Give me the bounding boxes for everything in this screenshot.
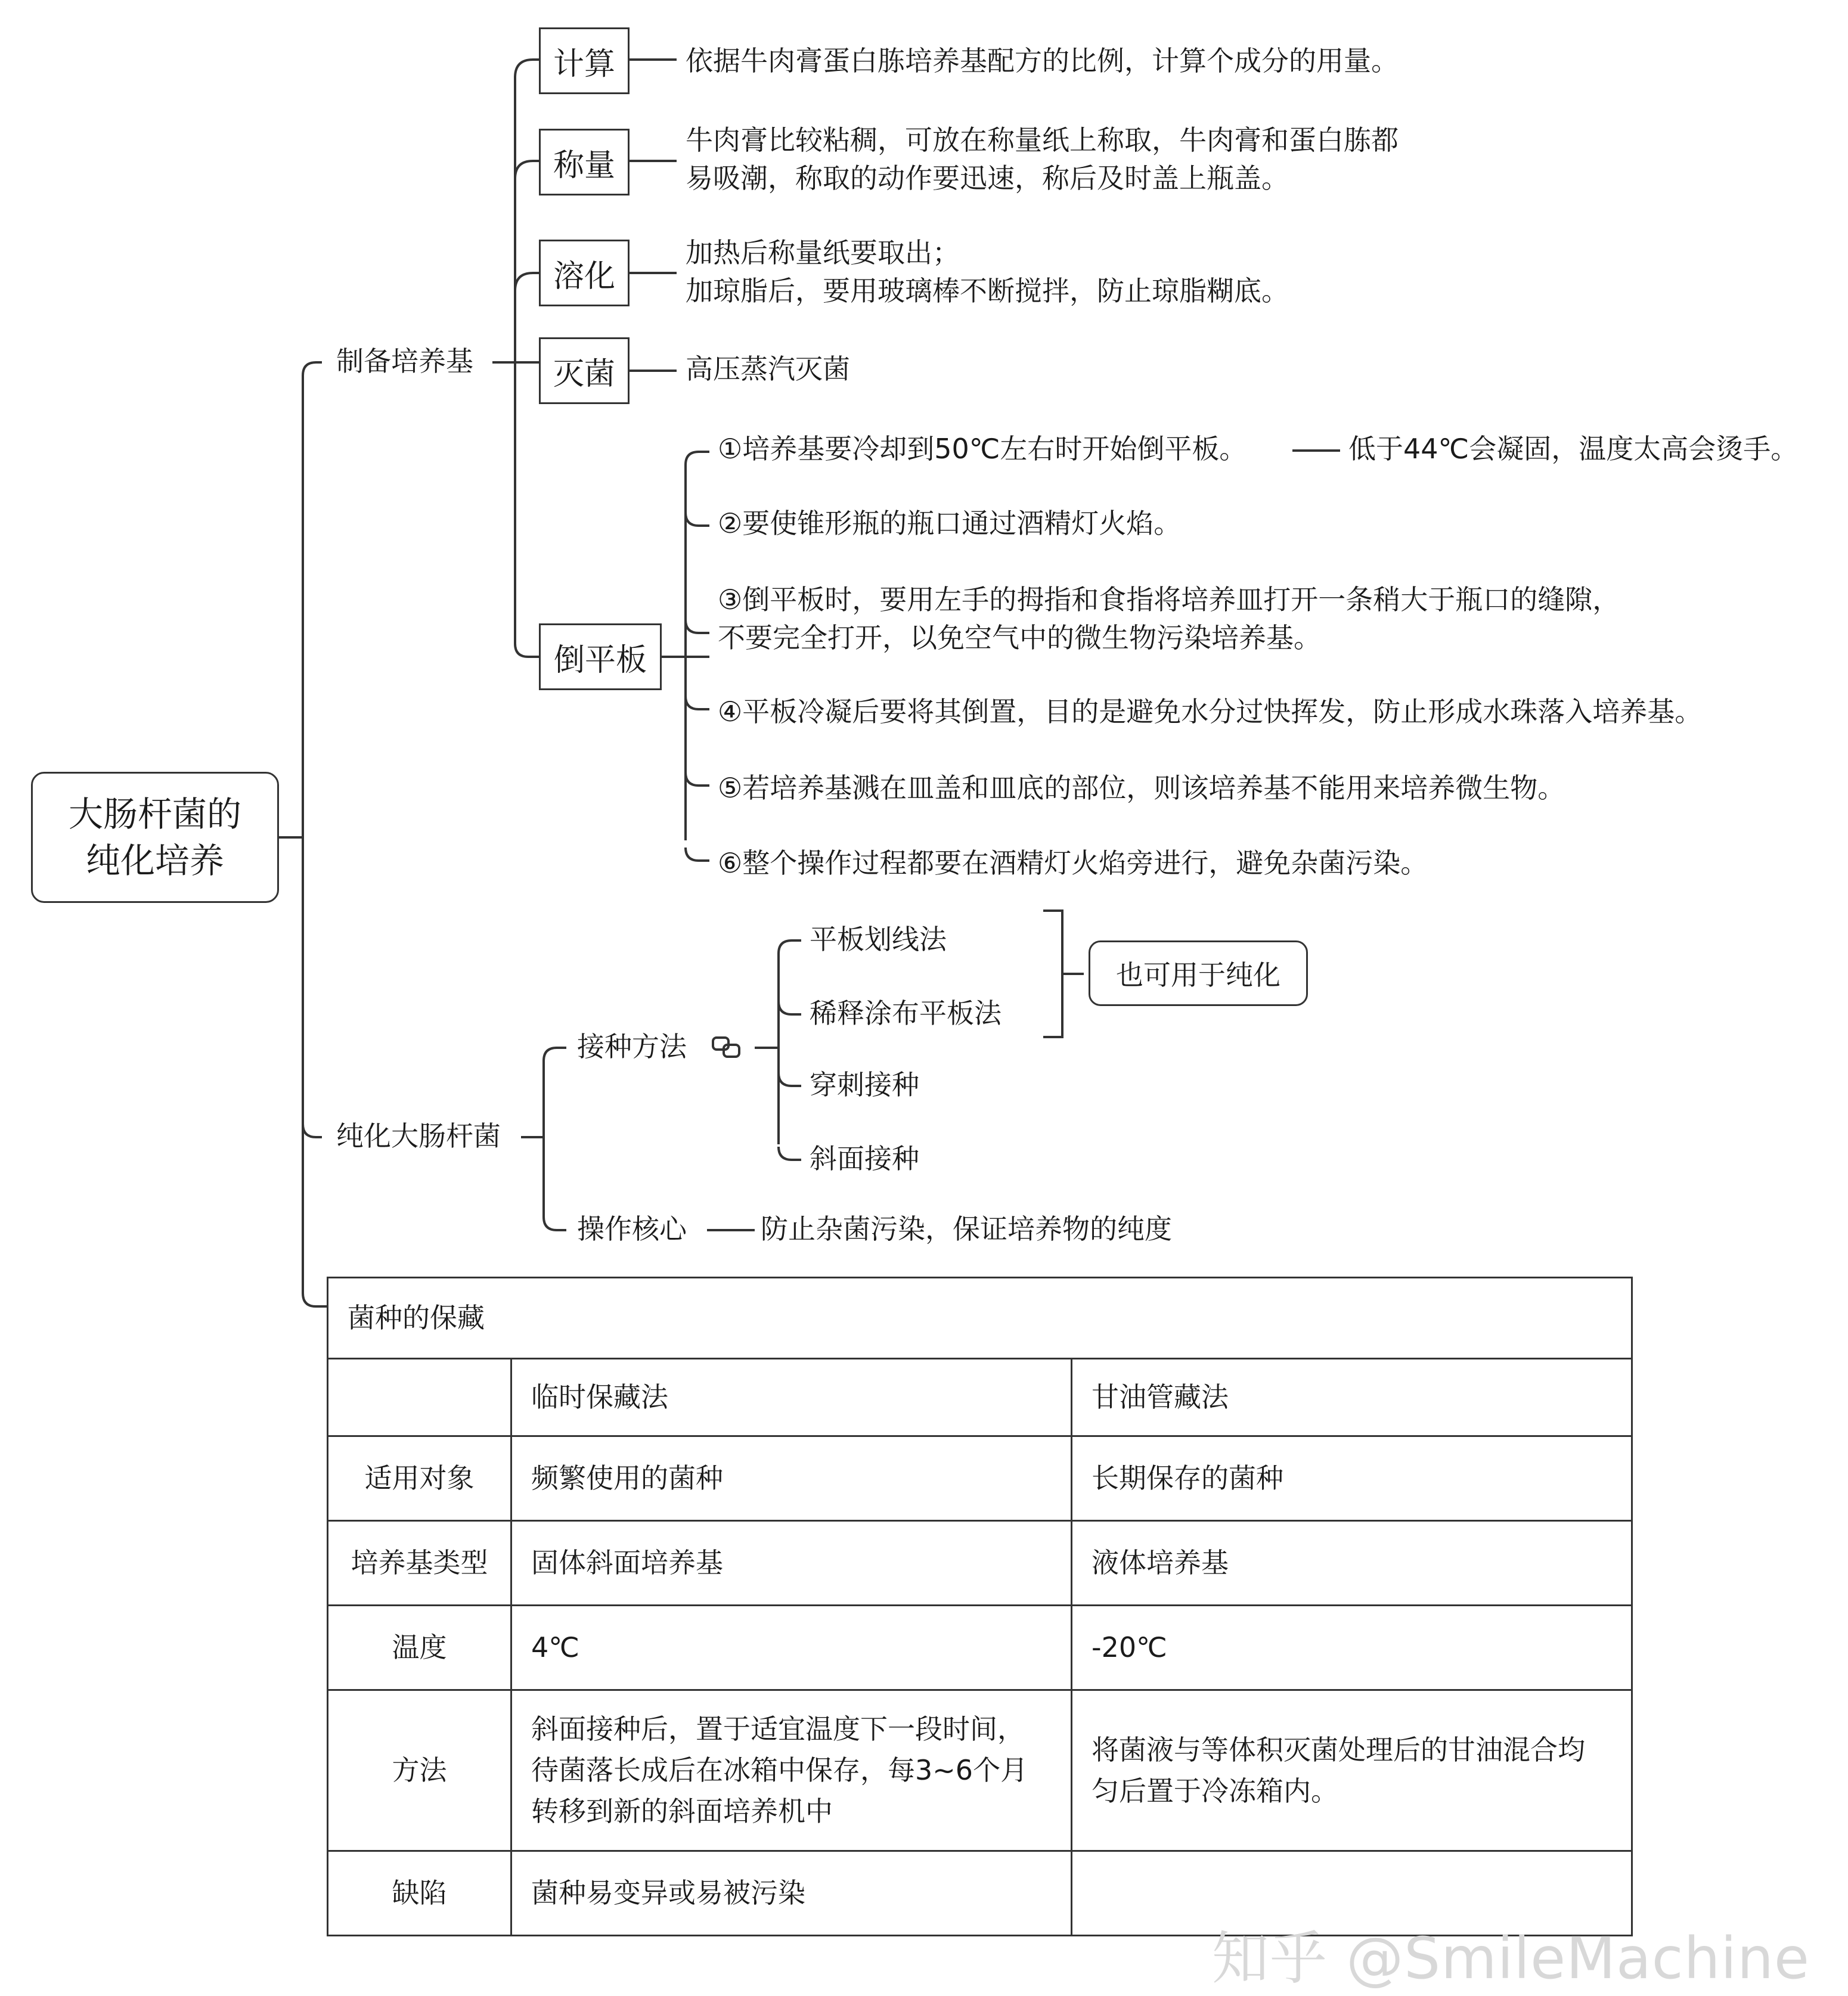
- cell-temperature-glycerol: -20℃: [1072, 1606, 1632, 1690]
- pour-item-3-line2: 不要完全打开，以免空气中的微生物污染培养基。: [718, 622, 1321, 654]
- root-title-line1: 大肠杆菌的: [68, 793, 241, 834]
- step-sterilize-desc: 高压蒸汽灭菌: [686, 353, 850, 385]
- cell-target-temporary: 频繁使用的菌种: [511, 1436, 1072, 1521]
- pour-item-6: ⑥整个操作过程都要在酒精灯火焰旁进行，避免杂菌污染。: [718, 847, 1428, 879]
- storage-header-glycerol: 甘油管藏法: [1072, 1359, 1632, 1436]
- cell-temperature-temporary: 4℃: [511, 1606, 1072, 1690]
- cell-medium-glycerol: 液体培养基: [1072, 1521, 1632, 1606]
- branch-prepare-medium[interactable]: 制备培养基: [336, 345, 473, 377]
- row-label-target: 适用对象: [328, 1436, 511, 1521]
- storage-header-temporary: 临时保藏法: [511, 1359, 1072, 1436]
- row-label-temperature: 温度: [328, 1606, 511, 1690]
- pour-item-4: ④平板冷凝后要将其倒置，目的是避免水分过快挥发，防止形成水珠落入培养基。: [718, 696, 1703, 728]
- cell-method-temporary-line1: 斜面接种后，置于适宜温度下一段时间，: [531, 1713, 1025, 1745]
- storage-table-title: 菌种的保藏: [328, 1278, 1632, 1359]
- step-calculate-desc: 依据牛肉膏蛋白胨培养基配方的比例，计算个成分的用量。: [686, 45, 1399, 77]
- cell-medium-temporary: 固体斜面培养基: [511, 1521, 1072, 1606]
- pour-item-1: ①培养基要冷却到50℃左右时开始倒平板。: [718, 433, 1247, 465]
- pour-item-2: ②要使锥形瓶的瓶口通过酒精灯火焰。: [718, 507, 1182, 539]
- pour-item-1-note: 低于44℃会凝固，温度太高会烫手。: [1348, 433, 1799, 465]
- pour-item-3-line1: ③倒平板时，要用左手的拇指和食指将培养皿打开一条稍大于瓶口的缝隙，: [718, 583, 1620, 616]
- strain-storage-table: [327, 1277, 1633, 1936]
- step-weigh-desc-line2: 易吸潮，称取的动作要迅速，称后及时盖上瓶盖。: [686, 162, 1289, 194]
- cell-method-temporary-line2: 待菌落长成后在冰箱中保存，每3~6个月: [531, 1754, 1028, 1786]
- step-dissolve[interactable]: 溶化: [539, 240, 630, 306]
- step-weigh-desc-line1: 牛肉膏比较粘稠，可放在称量纸上称取，牛肉膏和蛋白胨都: [686, 124, 1399, 156]
- step-calculate[interactable]: 计算: [539, 27, 630, 94]
- operation-core-desc: 防止杂菌污染，保证培养物的纯度: [761, 1213, 1172, 1245]
- method-stab-inoculation[interactable]: 穿刺接种: [810, 1069, 919, 1101]
- method-spread-plate[interactable]: 稀释涂布平板法: [810, 997, 1001, 1029]
- row-label-method: 方法: [328, 1690, 511, 1851]
- inoculation-methods[interactable]: 接种方法: [577, 1030, 687, 1063]
- cell-defect-temporary: 菌种易变异或易被污染: [511, 1851, 1072, 1936]
- step-pour-plate[interactable]: 倒平板: [539, 623, 662, 690]
- method-slant-inoculation[interactable]: 斜面接种: [810, 1143, 919, 1175]
- step-weigh[interactable]: 称量: [539, 129, 630, 195]
- method-streak-plate[interactable]: 平板划线法: [810, 923, 947, 955]
- step-dissolve-desc-line2: 加琼脂后，要用玻璃棒不断搅拌，防止琼脂糊底。: [686, 275, 1289, 307]
- operation-core[interactable]: 操作核心: [577, 1213, 687, 1245]
- cell-method-glycerol-line2: 匀后置于冷冻箱内。: [1092, 1774, 1338, 1807]
- row-label-defect: 缺陷: [328, 1851, 511, 1936]
- branch-purify[interactable]: 纯化大肠杆菌: [336, 1120, 501, 1152]
- cell-method-glycerol: [1072, 1690, 1632, 1851]
- pour-item-5: ⑤若培养基溅在皿盖和皿底的部位，则该培养基不能用来培养微生物。: [718, 772, 1565, 804]
- cell-method-glycerol-line1: 将菌液与等体积灭菌处理后的甘油混合均: [1092, 1733, 1585, 1766]
- link-icon: [713, 1038, 739, 1057]
- cell-method-temporary-line3: 转移到新的斜面培养机中: [531, 1795, 833, 1827]
- cell-target-glycerol: 长期保存的菌种: [1072, 1436, 1632, 1521]
- root-title-line2: 纯化培养: [85, 840, 224, 881]
- root-node[interactable]: [31, 772, 279, 903]
- watermark: 知乎 @SmileMachine: [1211, 1925, 1810, 1992]
- step-dissolve-desc-line1: 加热后称量纸要取出；: [686, 237, 960, 269]
- cell-method-temporary: [511, 1690, 1072, 1851]
- step-sterilize[interactable]: 灭菌: [539, 337, 630, 404]
- row-label-medium: 培养基类型: [328, 1521, 511, 1606]
- also-for-purification-note[interactable]: 也可用于纯化: [1089, 940, 1308, 1006]
- storage-header-empty: [328, 1359, 511, 1436]
